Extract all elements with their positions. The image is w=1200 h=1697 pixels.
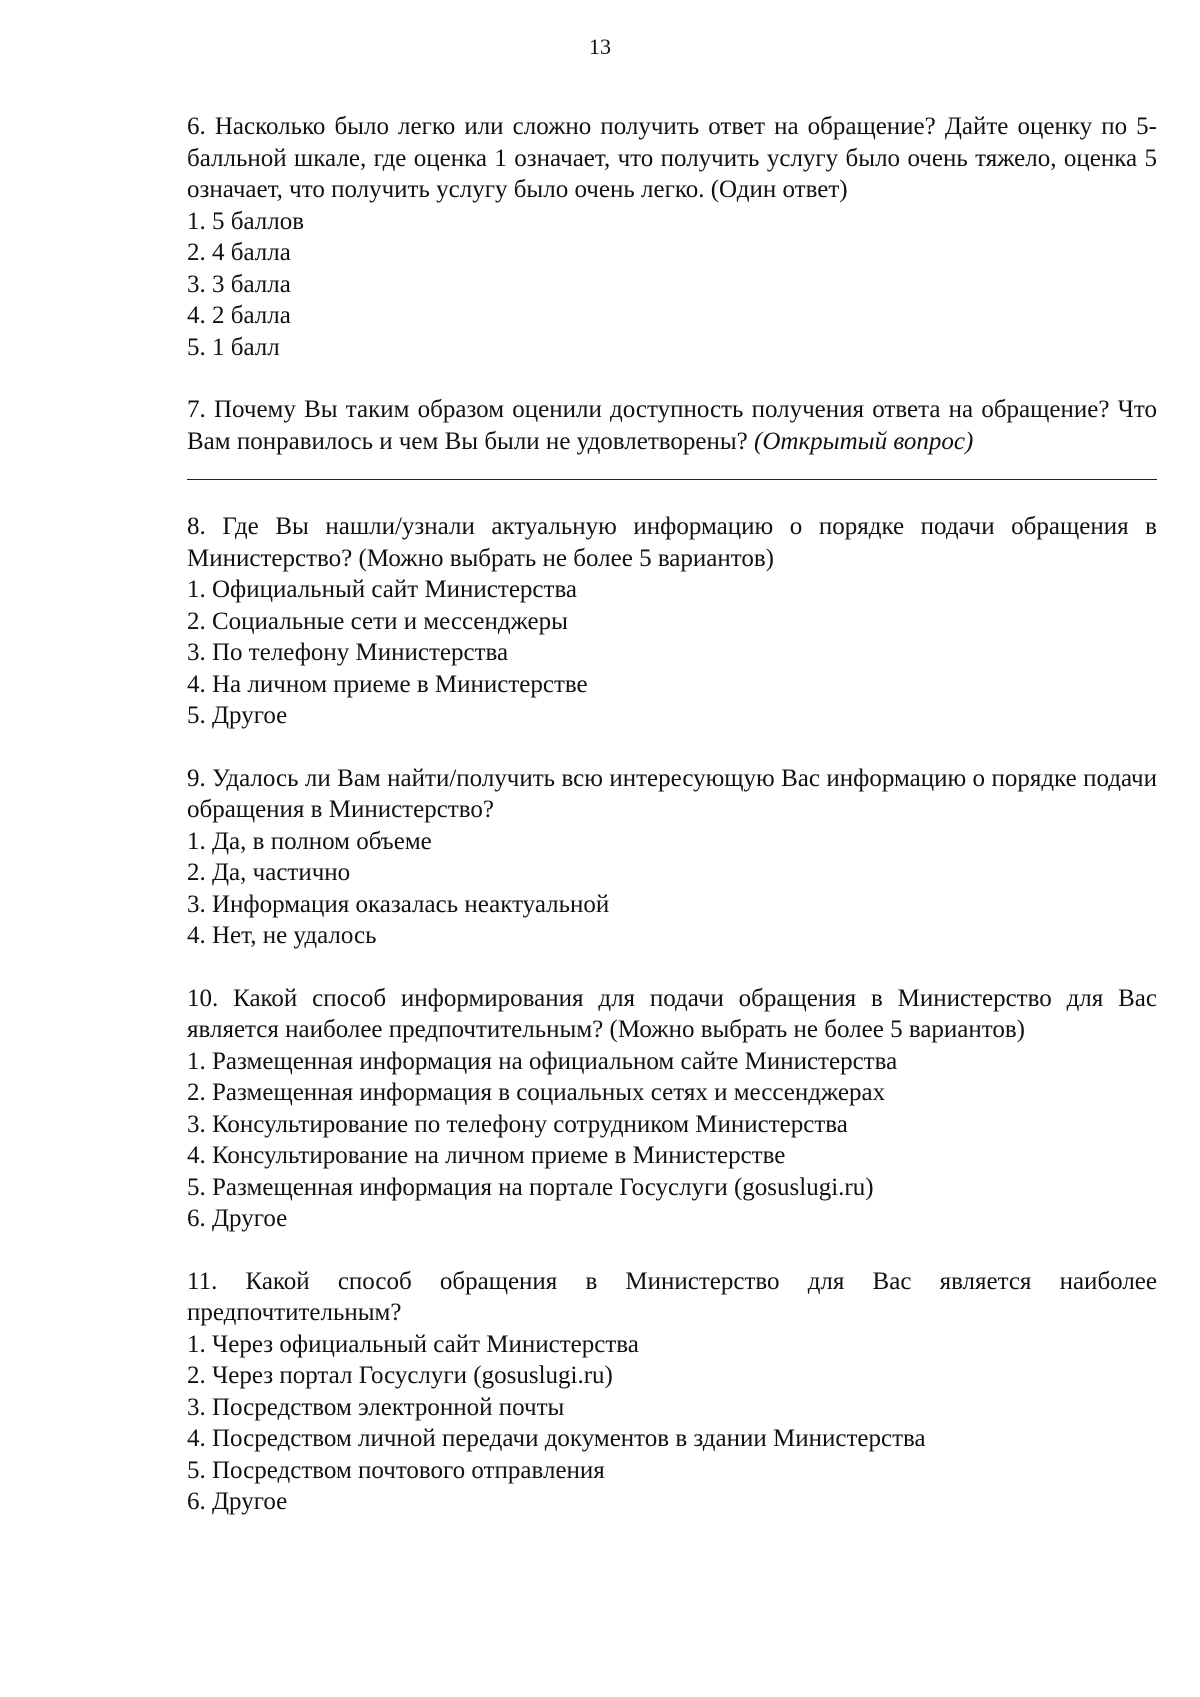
question-9-options <box>187 826 1157 952</box>
option: 5. Размещенная информация на портале Госуслуги (gosuslugi.ru) <box>187 1173 874 1201</box>
option: 3. Консультирование по телефону сотрудником Министерства <box>187 1110 848 1138</box>
open-question-note: (Открытый вопрос) <box>754 427 974 455</box>
option: 1. Через официальный сайт Министерства <box>187 1330 639 1358</box>
option: 3. Посредством электронной почты <box>187 1393 565 1421</box>
option: 4. Посредством личной передачи документов в здании Министерства <box>187 1425 926 1452</box>
option: 2. Социальные сети и мессенджеры <box>187 607 568 635</box>
option: 6. Другое <box>187 1205 288 1232</box>
option: 2. Размещенная информация в социальных сетях и мессенджерах <box>187 1079 886 1106</box>
spacer <box>187 480 1157 511</box>
question-10-text: 10. Какой способ информирования для подачи обращения в Министерство для Вас является наиболее предпочтительным? (Можно выбрать не более 5 вариантов) <box>187 984 1157 1043</box>
spacer <box>187 363 1157 394</box>
option: 2. Через портал Госуслуги (gosuslugi.ru) <box>187 1362 613 1389</box>
option: 4. Нет, не удалось <box>187 922 377 949</box>
option: 1. Официальный сайт Министерства <box>187 576 578 603</box>
question-6 <box>187 111 1157 363</box>
question-7-text <box>187 394 1157 457</box>
question-8-text: 8. Где Вы нашли/узнали актуальную информацию о порядке подачи обращения в Министерство? (Можно выбрать не более 5 вариантов) <box>187 513 1157 572</box>
option: 4. На личном приеме в Министерстве <box>187 670 588 698</box>
question-7 <box>187 394 1157 480</box>
option: 2. 4 балла <box>187 239 291 266</box>
option: 3. По телефону Министерства <box>187 639 509 666</box>
question-11-options <box>187 1329 1157 1518</box>
option: 4. Консультирование на личном приеме в Министерстве <box>187 1142 786 1169</box>
question-9 <box>187 763 1157 952</box>
question-8-options <box>187 574 1157 732</box>
option: 5. Другое <box>187 702 288 729</box>
question-6-options <box>187 206 1157 364</box>
option: 1. Размещенная информация на официальном сайте Министерства <box>187 1047 898 1075</box>
option: 2. Да, частично <box>187 859 351 886</box>
question-11 <box>187 1266 1157 1518</box>
question-6-text: 6. Насколько было легко или сложно получить ответ на обращение? Дайте оценку по 5-балльной шкале, где оценка 1 означает, что получить услугу было очень тяжело, оценка 5 означает, что получить услугу было очень легко. (Один ответ) <box>187 113 1157 203</box>
option: 3. Информация оказалась неактуальной <box>187 890 610 918</box>
question-10 <box>187 983 1157 1235</box>
question-8 <box>187 511 1157 732</box>
option: 4. 2 балла <box>187 302 291 329</box>
spacer <box>187 952 1157 983</box>
option: 3. 3 балла <box>187 270 291 298</box>
option: 5. Посредством почтового отправления <box>187 1456 605 1484</box>
option: 1. Да, в полном объеме <box>187 827 432 855</box>
option: 6. Другое <box>187 1488 288 1515</box>
spacer <box>187 732 1157 763</box>
answer-line[interactable] <box>187 457 1157 480</box>
survey-content <box>187 111 1157 1518</box>
question-7-body: 7. Почему Вы таким образом оценили доступность получения ответа на обращение? Что Вам понравилось и чем Вы были не удовлетворены? <box>187 396 1157 455</box>
option: 5. 1 балл <box>187 333 280 361</box>
question-10-options <box>187 1046 1157 1235</box>
option: 1. 5 баллов <box>187 207 305 235</box>
page-number: 13 <box>589 34 611 59</box>
spacer <box>187 1235 1157 1266</box>
question-11-text: 11. Какой способ обращения в Министерство для Вас является наиболее предпочтительным? <box>187 1267 1157 1326</box>
question-9-text: 9. Удалось ли Вам найти/получить всю интересующую Вас информацию о порядке подачи обращения в Министерство? <box>187 764 1157 823</box>
